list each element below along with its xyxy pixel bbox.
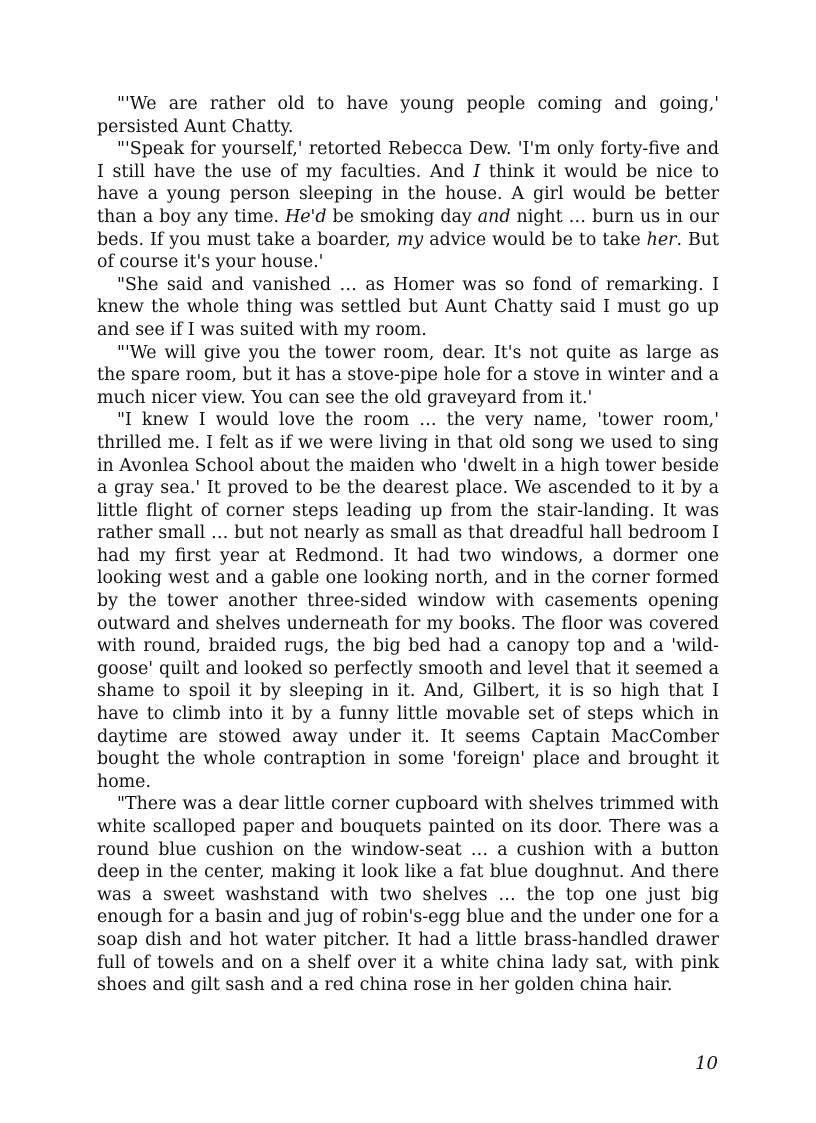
italic-text: He'd	[285, 206, 327, 227]
paragraph	[97, 138, 719, 274]
italic-text: my	[396, 229, 424, 250]
text-run: "There was a dear little corner cupboard with shelves trimmed with white scalloped paper and bouquets painted on its door. There was a round blue cushion on the window-seat … a cushion with a button deep in the center, making it look like a fat blue doughnut. And there was a sweet washstand with two shelves … the top one just big enough for a basin and jug of robin's-egg blue and the under one for a soap dish and hot water pitcher. It had a little brass-handled drawer full of towels and on a shelf over it a white china lady sat, with pink shoes and gilt sash and a red china rose in her golden china hair.	[97, 794, 719, 996]
text-run: night … burn us in our beds. If you must take a boarder,	[97, 206, 719, 250]
paragraph	[97, 274, 719, 342]
italic-text: and	[477, 206, 511, 227]
italic-text: I	[473, 161, 481, 182]
text-run: be smoking day	[326, 206, 478, 227]
italic-text: her	[646, 229, 677, 250]
text-run: . But of course it's your house.'	[97, 229, 719, 273]
paragraph	[97, 342, 719, 410]
text-run: think it would be nice to have a young person sleeping in the house. A girl would be better than a boy any time.	[97, 161, 719, 227]
text-run: "I knew I would love the room … the very name, 'tower room,' thrilled me. I felt as if we were living in that old song we used to sing in Avonlea School about the maiden who 'dwelt in a high tower beside a gray sea.' It proved to be the dearest place. We ascended to it by a little flight of corner steps leading up from the stair-landing. It was rather small … but not nearly as small as that dreadful hall bedroom I had my first year at Redmond. It had two windows, a dormer one looking west and a gable one looking north, and in the corner formed by the tower another three-sided window with casements opening outward and shelves underneath for my books. The floor was covered with round, braided rugs, the big bed had a canopy top and a 'wild-goose' quilt and looked so perfectly smooth and level that it seemed a shame to spoil it by sleeping in it. And, Gilbert, it is so high that I have to climb into it by a funny little movable set of steps which in daytime are stowed away under it. It seems Captain MacComber bought the whole contraption in some 'foreign' place and brought it home.	[97, 410, 719, 792]
paragraph	[97, 409, 719, 793]
text-run: "She said and vanished … as Homer was so fond of remarking. I knew the whole thing was settled but Aunt Chatty said I must go up and see if I was suited with my room.	[97, 274, 719, 340]
text-run: advice would be to take	[423, 229, 647, 250]
text-run: "'We are rather old to have young people coming and going,' persisted Aunt Chatty.	[97, 94, 719, 137]
text-run: "'Speak for yourself,' retorted Rebecca Dew. 'I'm only forty-five and I still have the use of my faculties. And	[97, 139, 719, 182]
paragraph	[97, 793, 719, 996]
page-number: 10	[695, 1053, 718, 1074]
paragraph	[97, 93, 719, 138]
text-run: "'We will give you the tower room, dear. It's not quite as large as the spare room, but it has a stove-pipe hole for a stove in winter and a much nicer view. You can see the old graveyard from it.'	[97, 342, 719, 408]
page-body	[97, 93, 719, 997]
